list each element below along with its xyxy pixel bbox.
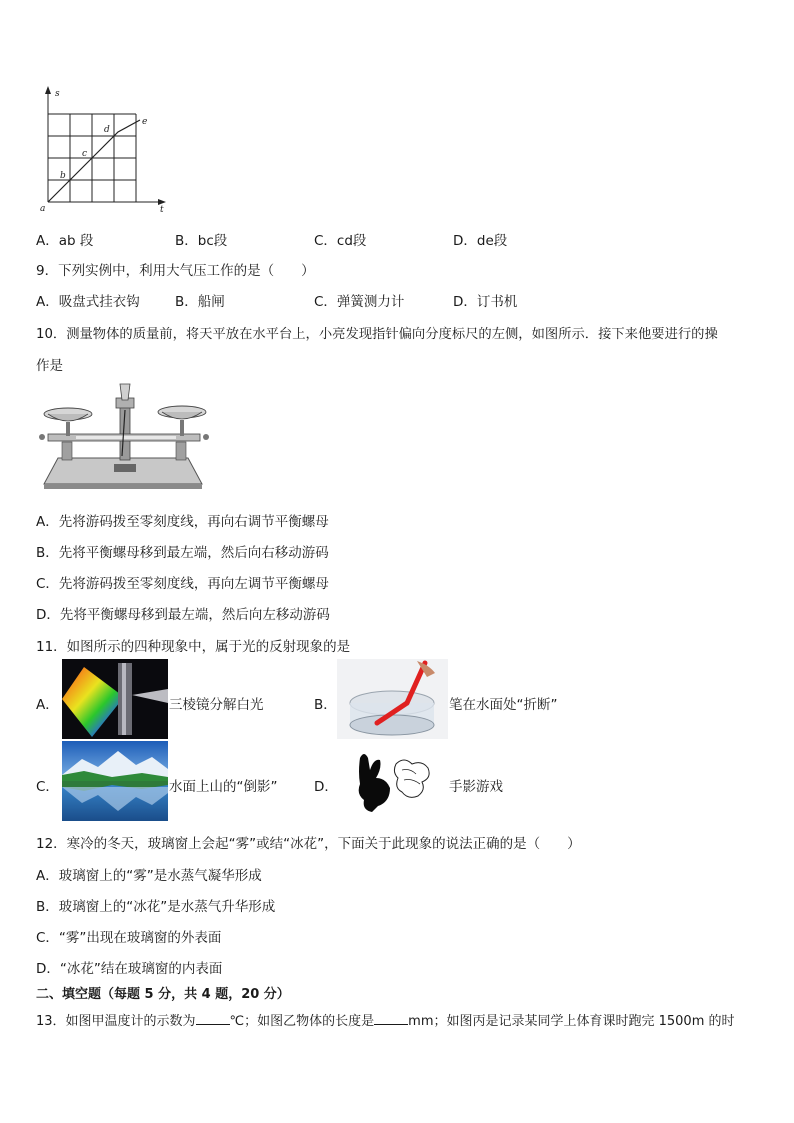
q10-option-d[interactable]: D．先将平衡螺母移到最左端，然后向左移动游码 [36, 607, 330, 623]
q11-option-b-letter[interactable]: B． [314, 697, 337, 713]
q10-stem-line1: 10．测量物体的质量前，将天平放在水平台上，小亮发现指针偏向分度标尺的左侧，如图所示．接下来他要进行的操 [36, 327, 718, 342]
hand-shadow-image [352, 748, 436, 816]
q9-option-d[interactable]: D．订书机 [453, 294, 518, 310]
s-t-graph [36, 84, 176, 216]
point-e-label: e [142, 117, 148, 127]
q11-stem: 11．如图所示的四种现象中，属于光的反射现象的是 [36, 639, 351, 655]
q8-option-c[interactable]: C．cd段 [314, 233, 367, 249]
q10-option-a[interactable]: A．先将游码拨至零刻度线，再向右调节平衡螺母 [36, 514, 329, 530]
q13-stem [36, 1010, 735, 1029]
q10-option-b[interactable]: B．先将平衡螺母移到最左端，然后向右移动游码 [36, 545, 329, 561]
q11-option-c-letter[interactable]: C． [36, 779, 59, 795]
q13-part1: 13．如图甲温度计的示数为 [36, 1014, 196, 1029]
q12-option-b[interactable]: B．玻璃窗上的“冰花”是水蒸气升华形成 [36, 899, 276, 915]
q12-stem: 12．寒冷的冬天，玻璃窗上会起“雾”或结“冰花”，下面关于此现象的说法正确的是（ ） [36, 836, 581, 852]
q13-blank-2[interactable] [374, 1012, 408, 1025]
q13-unit2: mm；如图丙是记录某同学上体育课时跑完 1500m 的时 [408, 1014, 735, 1029]
q12-option-c[interactable]: C．“雾”出现在玻璃窗的外表面 [36, 930, 222, 946]
q9-stem: 9．下列实例中，利用大气压工作的是（ ） [36, 263, 315, 279]
point-d-label: d [104, 125, 110, 135]
q8-option-d[interactable]: D．de段 [453, 233, 508, 249]
q9-option-c[interactable]: C．弹簧测力计 [314, 294, 405, 310]
q11-option-d-caption: 手影游戏 [449, 779, 503, 795]
q9-option-b[interactable]: B．船闸 [175, 294, 225, 310]
q11-option-d-letter[interactable]: D． [314, 779, 338, 795]
prism-image [62, 659, 168, 739]
q8-option-b[interactable]: B．bc段 [175, 233, 228, 249]
point-b-label: b [60, 171, 66, 181]
point-a-label: a [40, 204, 46, 214]
q8-option-a[interactable]: A．ab 段 [36, 233, 94, 249]
q10-option-c[interactable]: C．先将游码拨至零刻度线，再向左调节平衡螺母 [36, 576, 329, 592]
q13-blank-1[interactable] [196, 1012, 230, 1025]
mountain-reflection-image [62, 741, 168, 821]
axis-x-label: t [160, 205, 164, 215]
balance-scale-image [36, 380, 212, 492]
point-c-label: c [82, 149, 88, 159]
q11-option-c-caption: 水面上山的“倒影” [169, 779, 278, 795]
q11-option-a-letter[interactable]: A． [36, 697, 59, 713]
q13-unit1: ℃；如图乙物体的长度是 [229, 1014, 375, 1029]
section-title: 二、填空题（每题 5 分，共 4 题，20 分） [36, 987, 290, 1002]
q12-option-a[interactable]: A．玻璃窗上的“雾”是水蒸气凝华形成 [36, 868, 262, 884]
q12-option-d[interactable]: D．“冰花”结在玻璃窗的内表面 [36, 961, 223, 977]
q11-option-a-caption: 三棱镜分解白光 [169, 697, 264, 713]
q10-stem-line2: 作是 [36, 358, 63, 374]
q9-option-a[interactable]: A．吸盘式挂衣钩 [36, 294, 140, 310]
q11-option-b-caption: 笔在水面处“折断” [449, 697, 558, 713]
pen-in-water-image [337, 659, 448, 739]
axis-y-label: s [55, 89, 60, 99]
